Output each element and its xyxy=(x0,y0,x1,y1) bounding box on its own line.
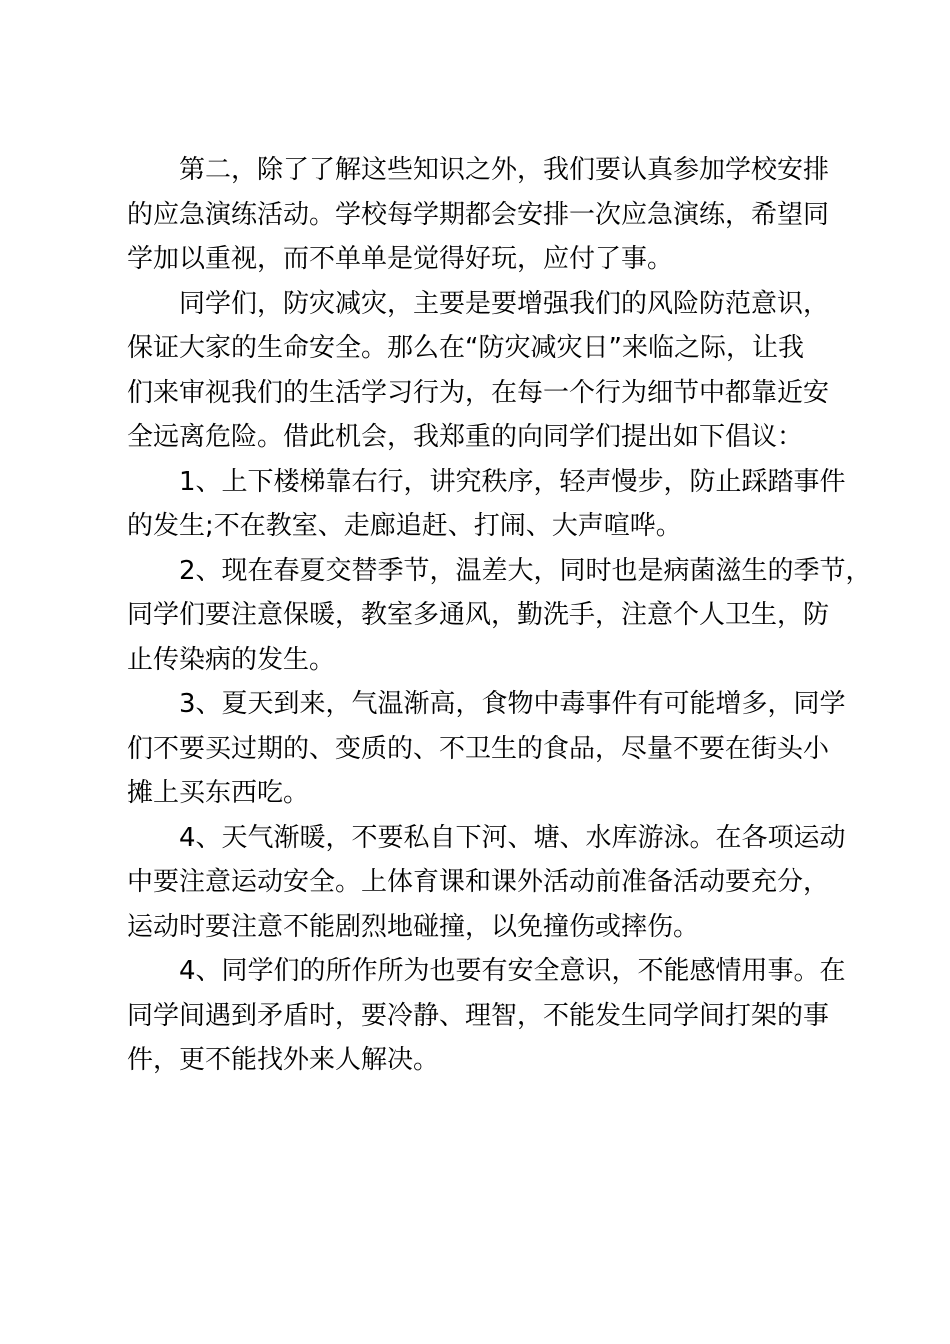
text-line: 中要注意运动安全。上体育课和课外活动前准备活动要充分， xyxy=(127,867,830,897)
text-line: 同学间遇到矛盾时，要冷静、理智，不能发生同学间打架的事 xyxy=(127,1000,830,1031)
text-line: 全远离危险。借此机会，我郑重的向同学们提出如下倡议： xyxy=(127,422,804,452)
paragraph-item-conflict xyxy=(127,949,846,1083)
text-line: 第二，除了了解这些知识之外，我们要认真参加学校安排 xyxy=(179,155,830,185)
text-line: 们来审视我们的生活学习行为，在每一个行为细节中都靠近安 xyxy=(127,377,830,408)
text-line: 同学们，防灾减灾，主要是要增强我们的风险防范意识， xyxy=(179,288,830,319)
text-line: 保证大家的生命安全。那么在“防灾减灾日”来临之际，让我 xyxy=(127,333,804,363)
text-line: 摊上买东西吃。 xyxy=(127,778,310,808)
paragraph-proposal-intro xyxy=(127,282,839,460)
text-line: 1、上下楼梯靠右行，讲究秩序，轻声慢步，防止踩踏事件 xyxy=(179,466,846,497)
paragraph-drill xyxy=(127,148,839,282)
text-line: 3、夏天到来，气温渐高，食物中毒事件有可能增多，同学 xyxy=(179,689,846,719)
paragraph-item-swimming xyxy=(127,816,846,950)
document-body xyxy=(127,148,872,1083)
text-line: 4、天气渐暖，不要私自下河、塘、水库游泳。在各项运动 xyxy=(179,822,846,853)
paragraph-item-food xyxy=(127,682,846,816)
text-line: 2、现在春夏交替季节，温差大，同时也是病菌滋生的季节， xyxy=(179,555,872,586)
paragraph-item-hygiene xyxy=(127,549,872,683)
text-line: 止传染病的发生。 xyxy=(127,644,336,675)
text-line: 们不要买过期的、变质的、不卫生的食品，尽量不要在街头小 xyxy=(127,733,830,764)
text-line: 4、同学们的所作所为也要有安全意识，不能感情用事。在 xyxy=(179,956,846,986)
paragraph-item-stairs xyxy=(127,460,846,549)
text-line: 的应急演练活动。学校每学期都会安排一次应急演练，希望同 xyxy=(127,199,830,230)
text-line: 件，更不能找外来人解决。 xyxy=(127,1045,440,1075)
text-line: 同学们要注意保暖，教室多通风，勤洗手，注意个人卫生，防 xyxy=(127,600,830,630)
text-line: 的发生;不在教室、走廊追赶、打闹、大声喧哗。 xyxy=(127,511,682,541)
text-line: 运动时要注意不能剧烈地碰撞，以免撞伤或摔伤。 xyxy=(127,911,700,942)
text-line: 学加以重视，而不单单是觉得好玩，应付了事。 xyxy=(127,244,674,274)
